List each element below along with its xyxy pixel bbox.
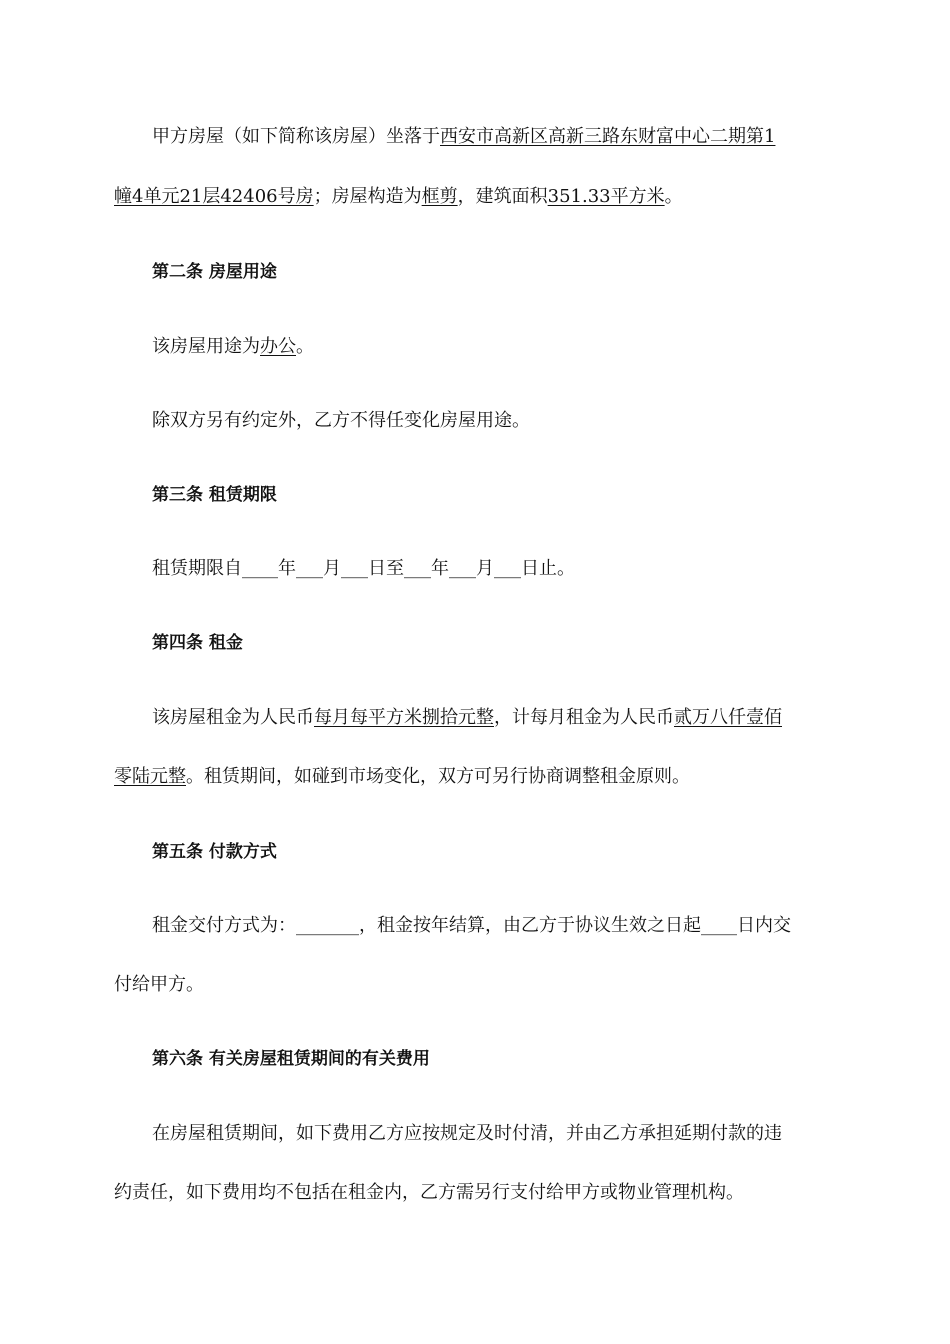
article2-heading: 第二条 房屋用途	[152, 262, 277, 282]
rent-monthly-part1: 贰万八仟壹佰	[674, 707, 782, 728]
structure-value: 框剪	[421, 186, 458, 207]
use-end: 。	[296, 336, 314, 357]
article2-use-line	[152, 334, 314, 360]
address-part1: 西安市高新区高新三路东财富中心二期第1	[440, 126, 776, 147]
article1-paragraph-line1	[152, 124, 775, 150]
article4-rent-line2	[114, 764, 690, 790]
location-prefix: 甲方房屋（如下简称该房屋）坐落于	[152, 126, 440, 147]
article5-line1: 租金交付方式为：_______，租金按年结算，由乙方于协议生效之日起____日内交	[152, 915, 791, 936]
rent-rate: 每月每平方米捌拾元整	[314, 707, 494, 728]
article6-heading: 第六条 有关房屋租赁期间的有关费用	[152, 1049, 430, 1069]
rent-mid: ，计每月租金为人民币	[494, 707, 674, 728]
area-prefix: ，建筑面积	[457, 186, 548, 207]
article6-line1: 在房屋租赁期间，如下费用乙方应按规定及时付清，并由乙方承担延期付款的违	[152, 1123, 782, 1144]
article1-paragraph-line2	[114, 184, 683, 210]
article4-heading: 第四条 租金	[152, 633, 243, 653]
article3-term: 租赁期限自____年___月___日至___年___月___日止。	[152, 558, 575, 579]
article5-line2: 付给甲方。	[114, 974, 204, 995]
article6-line2: 约责任，如下费用均不包括在租金内，乙方需另行支付给甲方或物业管理机构。	[114, 1182, 744, 1203]
rent-tail: 。租赁期间，如碰到市场变化，双方可另行协商调整租金原则。	[186, 766, 690, 787]
rent-monthly-part2: 零陆元整	[114, 766, 186, 787]
rent-prefix: 该房屋租金为人民币	[152, 707, 314, 728]
structure-prefix: ；房屋构造为	[313, 186, 422, 207]
article5-heading: 第五条 付款方式	[152, 842, 277, 862]
line-end: 。	[664, 186, 683, 207]
article3-heading: 第三条 租赁期限	[152, 485, 277, 505]
article4-rent-line1	[152, 705, 782, 731]
use-value: 办公	[260, 336, 296, 357]
use-prefix: 该房屋用途为	[152, 336, 260, 357]
area-value: 351.33平方米	[547, 186, 665, 207]
article2-restriction: 除双方另有约定外，乙方不得任变化房屋用途。	[152, 410, 530, 431]
address-part2: 幢4单元21层42406号房	[114, 186, 314, 207]
